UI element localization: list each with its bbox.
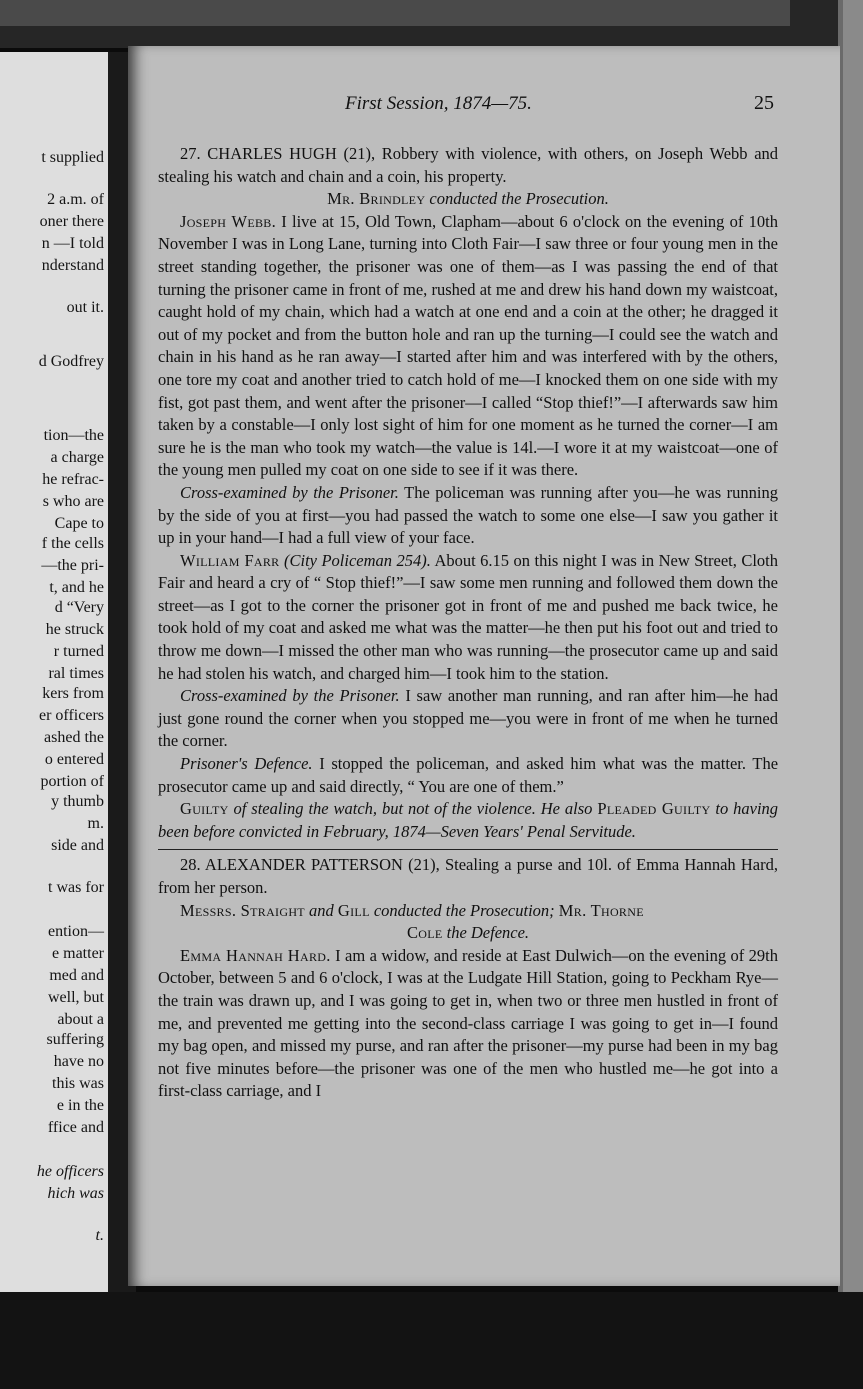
- left-page-line: —the pri-: [41, 557, 104, 574]
- left-page-line: e in the: [56, 1097, 104, 1114]
- case-27-heading: [158, 143, 778, 188]
- case-28-heading: [158, 854, 778, 899]
- testimony-farr: [158, 550, 778, 686]
- left-page-line: hich was: [47, 1185, 104, 1202]
- counsel-role: conducted the Prosecution.: [429, 189, 609, 209]
- witness-name: Emma Hannah Hard.: [180, 945, 331, 965]
- defence-text: I stopped the policeman, and asked him what was the matter. The prosecutor came up and said directly, “ You are one of them.”: [158, 754, 779, 796]
- witness-name: William Farr: [180, 550, 280, 570]
- left-page-line: ention—: [48, 923, 104, 940]
- page-text: [158, 143, 778, 1103]
- defence-label: Prisoner's Defence.: [180, 754, 313, 774]
- left-page-line: t.: [95, 1227, 104, 1244]
- page-number: 25: [754, 92, 774, 114]
- left-page-line: Cape to: [54, 515, 104, 532]
- right-edge-inner: [843, 0, 863, 1389]
- left-page-line: well, but: [48, 989, 104, 1006]
- verdict: [158, 798, 778, 843]
- counsel-name-2: Gill: [337, 900, 370, 920]
- counsel-role: conducted the Prosecution;: [373, 900, 555, 920]
- left-page-line: have no: [53, 1053, 104, 1070]
- defence-counsel-role: the Defence.: [446, 923, 530, 943]
- case-number: 27.: [180, 144, 201, 163]
- top-dark-border-inner: [0, 0, 790, 26]
- left-page-line: ral times: [48, 665, 104, 682]
- left-page-line: kers from: [42, 685, 104, 702]
- left-page-line: r turned: [53, 643, 104, 660]
- left-page-line: o entered: [44, 751, 104, 768]
- case-number: 28.: [180, 855, 201, 875]
- left-page-line: suffering: [46, 1031, 104, 1048]
- defence-counsel-2: Cole: [406, 923, 443, 943]
- defendant-name: CHARLES HUGH: [207, 144, 337, 163]
- left-page-line: med and: [49, 967, 104, 984]
- left-page-line: oner there: [39, 213, 104, 230]
- cross-examination-1: [158, 482, 778, 550]
- charge-text: (21), Stealing a purse and 10l. of Emma Hannah Hard, from her person.: [158, 855, 778, 897]
- left-page-line: he officers: [36, 1163, 104, 1180]
- verdict-pleaded: Pleaded Guilty: [597, 799, 711, 819]
- left-page-line: nderstand: [41, 257, 104, 274]
- defence-counsel-1: Mr. Thorne: [558, 900, 644, 920]
- testimony-text: About 6.15 on this night I was in New Street, Cloth Fair and heard a cry of “ Stop thief!”—I saw some men running and followed them down the street—as I got to the corner the prisoner got in front of me and pushed me back twice, he took hold of my coat and asked me what was the matter—he then put his foot out and tried to throw me down—I missed the other man who was running—the prosecutor came up and said he had stolen his watch, and charged him—I took him to the station.: [158, 550, 779, 683]
- cross-examination-2: [158, 685, 778, 753]
- defence-counsel-line: [158, 922, 778, 945]
- charge-text: (21), Robbery with violence, with others, on Joseph Webb and stealing his watch and chain and a coin, his property.: [158, 144, 779, 186]
- left-page-line: d Godfrey: [38, 353, 104, 370]
- defendant-name: ALEXANDER PATTERSON: [204, 855, 403, 875]
- cross-label: Cross-examined by the Prisoner.: [180, 482, 399, 502]
- verdict-text-1: of stealing the watch, but not of the violence. He also: [233, 799, 593, 819]
- testimony-text: I live at 15, Old Town, Clapham—about 6 o'clock on the evening of 10th November I was in Long Lane, turning into Cloth Fair—I saw three or four young men in the street standing together, the prisoner was one of them—as I was passing the end of that turning the prisoner came in front of me, rushed at me and drew his hand down my waistcoat, caught hold of my chain, which had a watch at one end and a coin at the other; he dragged it out of my pocket and from the button hole and ran up the turning—I could see the watch and chain in his hand as he ran away—I started after him and was interfered with by the others, one tore my coat and another tried to catch hold of me—I knocked them on one side with my fist, got past them, and went after the prisoner—I called “Stop thief!”—I afterwards saw him taken by a constable—I only lost sight of him for one moment as he turned the corner—I am sure he is the man who took my watch—the value is 14l.—I wore it at my waistcoat—one of the young men pulled my coat on one side to see if it was there.: [158, 211, 778, 480]
- left-page-line: ashed the: [44, 729, 104, 746]
- cross-text: I saw another man running, and ran after him—he had just gone round the corner when you stopped me—you were in front of me when he turned the corner.: [158, 686, 779, 751]
- testimony-hard: [158, 945, 778, 1103]
- left-page-line: t was for: [48, 879, 104, 896]
- left-page-line: ffice and: [47, 1119, 104, 1136]
- left-page-line: n —I told: [41, 235, 104, 252]
- witness-name: Joseph Webb.: [180, 211, 277, 231]
- left-page-line: t supplied: [41, 149, 104, 166]
- left-page-line: d “Very: [54, 599, 104, 616]
- left-page-line: out it.: [66, 299, 104, 316]
- counsel-name: Messrs. Straight: [180, 900, 305, 920]
- left-page-line: y thumb: [51, 793, 104, 810]
- left-page-line: he refrac-: [42, 471, 104, 488]
- left-page-line: f the cells: [41, 535, 104, 552]
- left-page-line: er officers: [39, 707, 104, 724]
- left-page-line: m.: [87, 815, 104, 832]
- left-page-line: side and: [51, 837, 104, 854]
- left-page-line: about a: [57, 1011, 104, 1028]
- left-page-line: a charge: [50, 449, 104, 466]
- running-header: First Session, 1874—75.: [345, 93, 532, 114]
- testimony-webb: [158, 211, 778, 482]
- left-page-line: t, and he: [49, 579, 104, 596]
- counsel-line: [158, 900, 778, 923]
- verdict-text-2: to having been before convicted in February, 1874—Seven Years' Penal Servitude.: [158, 799, 779, 841]
- cross-label: Cross-examined by the Prisoner.: [180, 686, 400, 706]
- witness-role: (City Policeman 254).: [283, 550, 431, 570]
- left-page-line: he struck: [45, 621, 104, 638]
- left-page-line: e matter: [52, 945, 104, 962]
- prisoner-defence: [158, 753, 778, 798]
- testimony-text: I am a widow, and reside at East Dulwich—on the evening of 29th October, between 5 and 6 o'clock, I was at the Ludgate Hill Station, going to Peckham Rye—the train was drawn up, and I was going to get in, when two or three men hustled in front of me, and prevented me getting into the second-class carriage I was going to get in—I found my bag open, and missed my purse, and ran after the prisoner—my purse had been in my bag not five minutes before—the prisoner was one of the men who hustled me—he got into a first-class carriage, and I: [158, 945, 779, 1101]
- counsel-name: Mr. Brindley: [327, 189, 426, 209]
- left-page-line: s who are: [42, 493, 104, 510]
- left-page-line: portion of: [40, 773, 104, 790]
- left-page-line: tion—the: [43, 427, 104, 444]
- left-page-line: this was: [52, 1075, 104, 1092]
- case-divider: [158, 849, 778, 850]
- verdict-guilty: Guilty: [180, 799, 229, 819]
- counsel-line: [158, 188, 778, 211]
- left-page-line: 2 a.m. of: [47, 191, 104, 208]
- left-page-fragment: [0, 52, 108, 1302]
- cross-text: The policeman was running after you—he was running by the side of you at first—you had passed the watch to some one else—I saw you gather it up in your hand—I had a full view of your face.: [158, 482, 778, 548]
- counsel-and: and: [309, 900, 334, 920]
- bottom-dark-border: [0, 1292, 863, 1389]
